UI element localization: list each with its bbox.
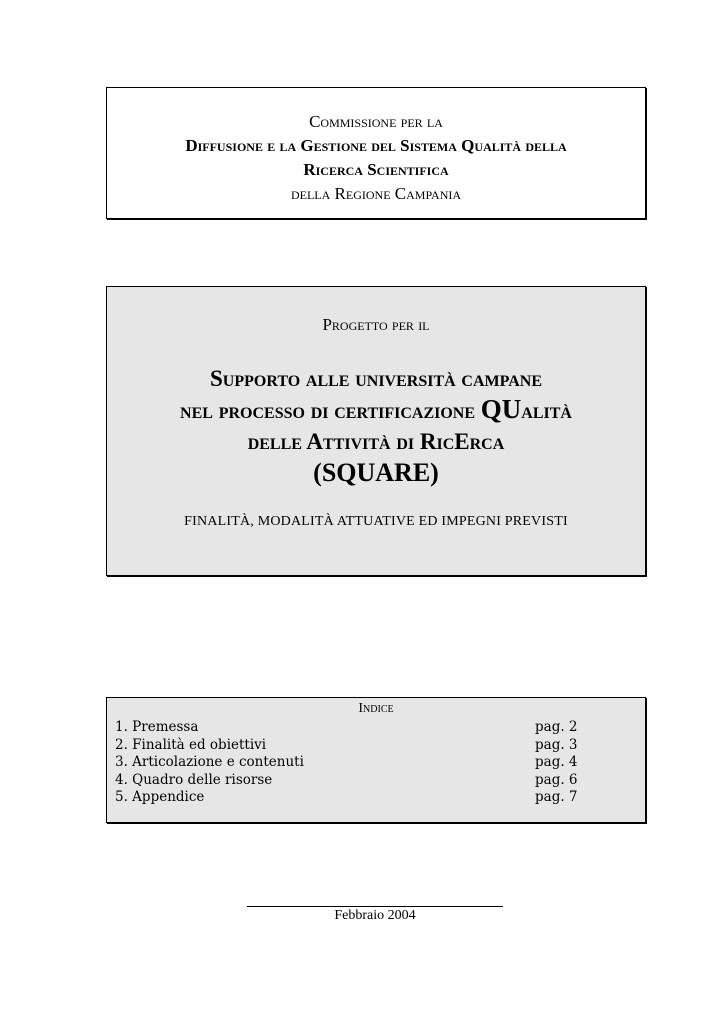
commission-line-2: Diffusione e la Gestione del Sistema Qualità della bbox=[185, 136, 567, 155]
project-title-line-3-start: delle Attività di bbox=[247, 429, 420, 454]
commission-line-1: Commissione per la bbox=[309, 112, 443, 131]
commission-line-4: della Regione Campania bbox=[290, 184, 462, 203]
index-title: Indice bbox=[358, 701, 394, 716]
index-item bbox=[115, 789, 585, 807]
index-item bbox=[115, 737, 585, 755]
commission-header-box bbox=[106, 87, 646, 219]
index-item-page: pag. 2 bbox=[535, 719, 578, 735]
project-title-qu: QU bbox=[480, 394, 522, 424]
index-item-label: 2. Finalità ed obiettivi bbox=[115, 736, 267, 753]
index-item bbox=[115, 754, 585, 772]
project-acronym: (SQUARE) bbox=[313, 458, 439, 487]
project-title-line-3 bbox=[107, 426, 645, 457]
project-title-box bbox=[106, 286, 646, 576]
index-item-page: pag. 4 bbox=[535, 754, 578, 770]
project-intro: Progetto per il bbox=[322, 315, 430, 334]
index-item bbox=[115, 719, 585, 737]
index-item bbox=[115, 772, 585, 790]
index-item-label: 1. Premessa bbox=[115, 719, 199, 735]
index-item-label: 3. Articolazione e contenuti bbox=[115, 754, 304, 770]
index-item-label: 4. Quadro delle risorse bbox=[115, 771, 273, 788]
project-title bbox=[107, 363, 645, 488]
project-title-line-2-end: alità bbox=[521, 398, 572, 423]
project-title-line-1: Supporto alle università campane bbox=[209, 366, 543, 391]
index-item-page: pag. 7 bbox=[535, 789, 578, 805]
commission-line-3: Ricerca Scientifica bbox=[303, 160, 449, 179]
index-item-label: 5. Appendice bbox=[115, 789, 205, 805]
index-item-page: pag. 6 bbox=[535, 771, 578, 788]
footer-rule bbox=[247, 906, 503, 907]
project-subtitle: FINALITÀ, MODALITÀ ATTUATIVE ED IMPEGNI PREVISTI bbox=[184, 514, 568, 529]
index-list bbox=[115, 719, 585, 807]
index-item-page: pag. 3 bbox=[535, 736, 578, 753]
index-box bbox=[106, 697, 646, 823]
project-title-line-2-start: nel processo di certificazione bbox=[180, 398, 481, 423]
project-title-ricerca: RicErca bbox=[419, 429, 505, 454]
project-title-line-2 bbox=[107, 394, 645, 426]
footer-date: Febbraio 2004 bbox=[334, 908, 416, 923]
